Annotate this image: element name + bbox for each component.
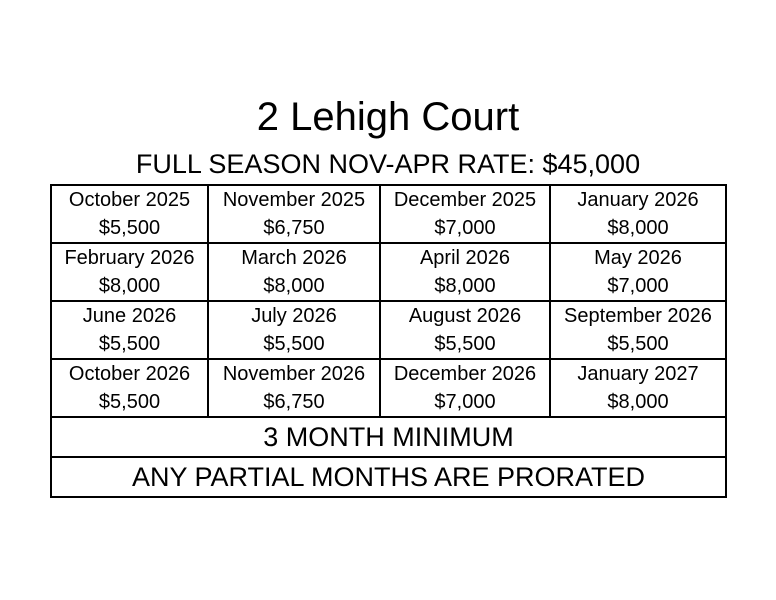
month-price: $8,000 [98,275,161,297]
month-label: January 2026 [577,189,699,211]
month-price: $5,500 [263,333,325,355]
month-label: October 2026 [68,363,191,385]
table-row [51,301,726,359]
full-season-rate: FULL SEASON NOV-APR RATE: $45,000 [135,149,641,179]
month-price: $5,500 [98,217,161,239]
property-title: 2 Lehigh Court [256,95,520,139]
month-label: November 2026 [222,363,366,385]
month-label: September 2026 [564,305,712,327]
month-price: $5,500 [98,391,161,413]
rate-cell [51,301,208,359]
table-row [51,417,726,457]
month-price: $7,000 [434,391,496,413]
rate-cell [51,359,208,417]
month-label: July 2026 [251,305,337,327]
table-row [51,457,726,497]
rate-cell [208,243,380,301]
rate-cell [550,359,726,417]
month-label: February 2026 [64,247,195,269]
rate-cell [380,243,550,301]
rate-cell [550,301,726,359]
month-label: March 2026 [241,247,347,269]
month-price: $8,000 [607,391,669,413]
month-price: $7,000 [434,217,496,239]
month-label: December 2026 [393,363,537,385]
rate-cell [380,301,550,359]
prorated-note: ANY PARTIAL MONTHS ARE PRORATED [51,457,726,497]
rate-cell [550,243,726,301]
month-price: $8,000 [263,275,325,297]
table-row [51,185,726,243]
month-label: January 2027 [577,363,699,385]
rate-cell [380,185,550,243]
month-price: $7,000 [607,275,669,297]
minimum-stay-note: 3 MONTH MINIMUM [51,417,726,457]
month-label: June 2026 [82,305,177,327]
month-price: $6,750 [263,217,325,239]
month-price: $5,500 [434,333,496,355]
month-label: May 2026 [594,247,682,269]
month-label: April 2026 [419,247,511,269]
rate-cell [208,185,380,243]
rate-cell [208,301,380,359]
month-price: $8,000 [434,275,496,297]
rate-cell [550,185,726,243]
table-row [51,243,726,301]
month-price: $5,500 [98,333,161,355]
rate-cell [208,359,380,417]
rate-cell [51,243,208,301]
month-label: November 2025 [222,189,366,211]
rate-cell [51,185,208,243]
month-label: December 2025 [393,189,537,211]
table-row [51,359,726,417]
rate-cell [380,359,550,417]
month-price: $5,500 [607,333,669,355]
month-label: October 2025 [68,189,191,211]
month-label: August 2026 [408,305,522,327]
rate-table [50,184,727,498]
month-price: $6,750 [263,391,325,413]
month-price: $8,000 [607,217,669,239]
